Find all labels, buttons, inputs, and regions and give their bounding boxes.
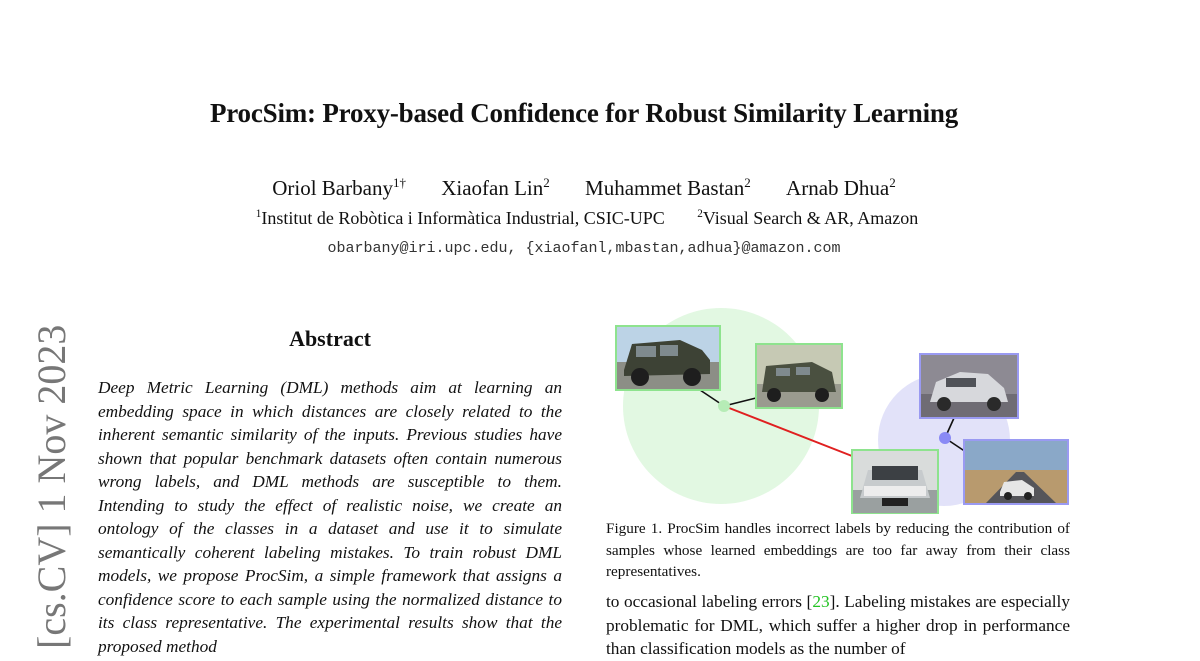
citation-link[interactable]: 23 (812, 592, 830, 611)
photo-hatchback-gray (920, 354, 1018, 418)
body-text: to occasional labeling errors [23]. Labeling mistakes are especially problematic for DML, which suffer a higher drop in performance than classification models as the number of (606, 592, 1070, 658)
author: Arnab Dhua$^2$ (786, 175, 896, 200)
photo-car-desert-road (964, 440, 1068, 504)
affiliation: $^1$Institut de Robòtica i Informàtica Industrial, CSIC-UPC (255, 208, 665, 228)
affiliation: $^2$Visual Search & AR, Amazon (697, 208, 919, 228)
author: Oriol Barbany$^{1\dagger}$ (272, 175, 406, 200)
figure-caption: Figure 1. ProcSim handles incorrect labels by reducing the contribution of samples whose learned embeddings are too far away from their class representatives. (606, 520, 1070, 580)
paper-title: ProcSim: Proxy-based Confidence for Robust Similarity Learning (209, 98, 959, 128)
photo-humvee-2 (756, 344, 842, 408)
author: Muhammet Bastan$^2$ (585, 175, 751, 200)
blue-class-proxy (939, 432, 951, 444)
abstract-text: Deep Metric Learning (DML) methods aim at learning an embedding space in which distances are closely related to the inherent semantic similarity of the inputs. Previous studies have shown that popular benchmark datasets often contain numerous wrong labels, and DML methods are susceptible to them. Intending to study the effect of realistic noise, we create an ontology of the classes in a dataset and use it to simulate semantically coherent labeling mistakes. To train robust DML models, we propose ProcSim, a simple framework that assigns a confidence score to each sample using the normalized distance to its class representative. The experimental results show that the proposed method (98, 378, 562, 656)
photo-car-front-mislabeled (852, 450, 938, 514)
author-emails: obarbany@iri.upc.edu, {xiaofanl,mbastan,adhua}@amazon.com (327, 240, 841, 257)
author-list (0, 176, 1168, 201)
affiliation-list (0, 208, 1174, 229)
author: Xiaofan Lin$^2$ (441, 175, 550, 200)
arxiv-stamp: [cs.CV] 1 Nov 2023 (29, 324, 74, 649)
abstract-heading: Abstract (289, 326, 371, 351)
green-class-proxy (718, 400, 730, 412)
figure-1 (606, 300, 1072, 514)
photo-humvee-1 (616, 326, 720, 390)
